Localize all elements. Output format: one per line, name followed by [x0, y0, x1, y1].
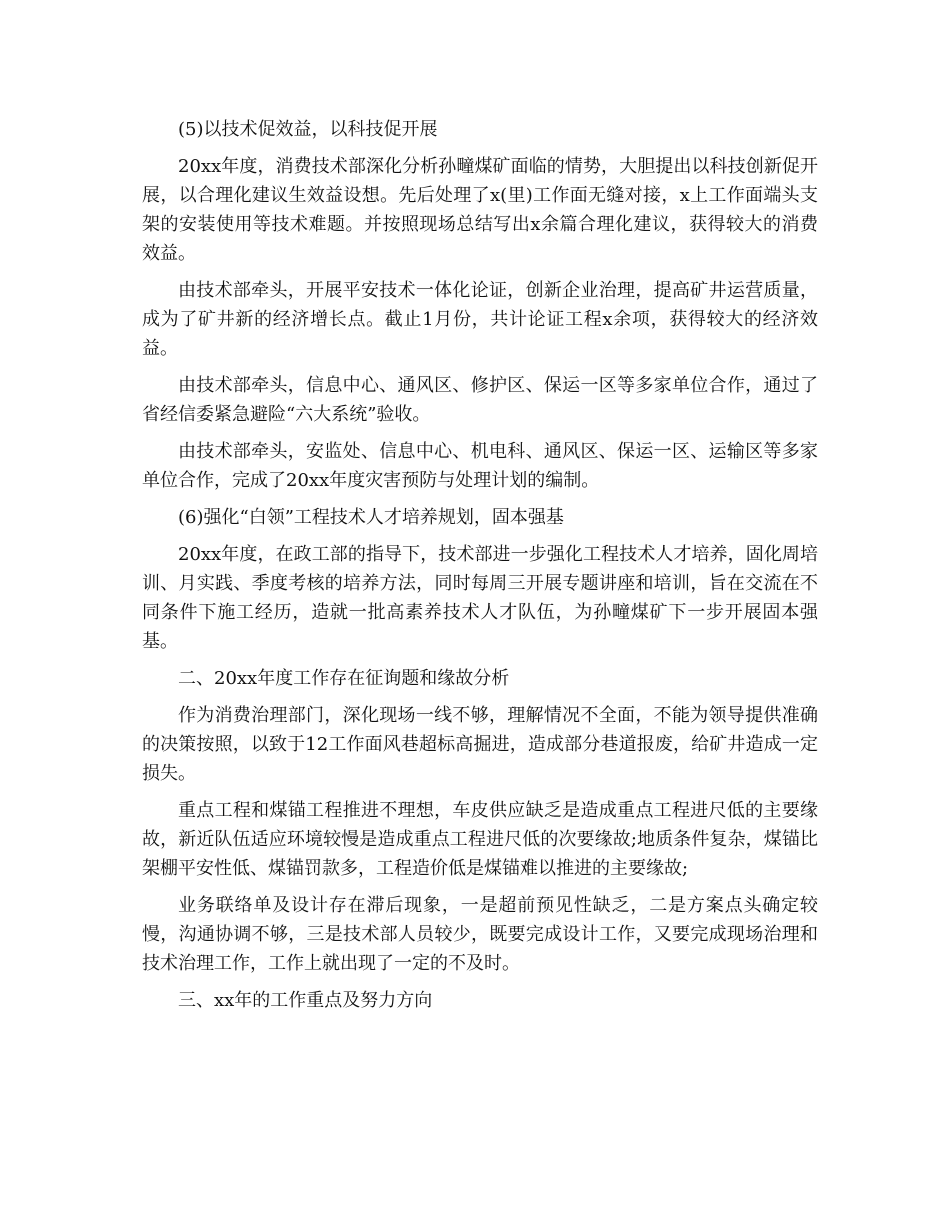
body-paragraph: 20xx年度，消费技术部深化分析孙疃煤矿面临的情势，大胆提出以科技创新促开展，以合理化建议生效益设想。先后处理了x(里)工作面无缝对接，x上工作面端头支架的安装使用等技术难题。并按照现场总结写出x余篇合理化建议，获得较大的消费效益。 [142, 156, 818, 264]
document-page [142, 115, 818, 1023]
section-heading-5: (5)以技术促效益，以科技促开展 [178, 119, 438, 140]
body-paragraph: 业务联络单及设计存在滞后现象，一是超前预见性缺乏，二是方案点头确定较慢，沟通协调不够，三是技术部人员较少，既要完成设计工作，又要完成现场治理和技术治理工作，工作上就出现了一定的不及时。 [142, 895, 818, 974]
body-paragraph: 由技术部牵头，开展平安技术一体化论证，创新企业治理，提高矿井运营质量，成为了矿井新的经济增长点。截止1月份，共计论证工程x余项，获得较大的经济效益。 [142, 280, 818, 359]
body-paragraph: 作为消费治理部门，深化现场一线不够，理解情况不全面，不能为领导提供准确的决策按照，以致于12工作面风巷超标高掘进，造成部分巷道报废，给矿井造成一定损失。 [142, 705, 818, 784]
section-heading-3: 三、xx年的工作重点及努力方向 [178, 990, 433, 1011]
body-paragraph: 重点工程和煤锚工程推进不理想，车皮供应缺乏是造成重点工程进尺低的主要缘故，新近队伍适应环境较慢是造成重点工程进尺低的次要缘故;地质条件复杂，煤锚比架棚平安性低、煤锚罚款多，工程造价低是煤锚难以推进的主要缘故; [142, 800, 818, 879]
section-heading-6: (6)强化“白领”工程技术人才培养规划，固本强基 [178, 507, 564, 528]
section-heading-2: 二、20xx年度工作存在征询题和缘故分析 [178, 668, 510, 689]
body-paragraph: 20xx年度，在政工部的指导下，技术部进一步强化工程技术人才培养，固化周培训、月实践、季度考核的培养方法，同时每周三开展专题讲座和培训，旨在交流在不同条件下施工经历，造就一批高素养技术人才队伍，为孙疃煤矿下一步开展固本强基。 [142, 544, 818, 652]
body-paragraph: 由技术部牵头，安监处、信息中心、机电科、通风区、保运一区、运输区等多家单位合作，完成了20xx年度灾害预防与处理计划的编制。 [142, 441, 818, 491]
body-paragraph: 由技术部牵头，信息中心、通风区、修护区、保运一区等多家单位合作，通过了省经信委紧急避险“六大系统”验收。 [142, 375, 818, 425]
